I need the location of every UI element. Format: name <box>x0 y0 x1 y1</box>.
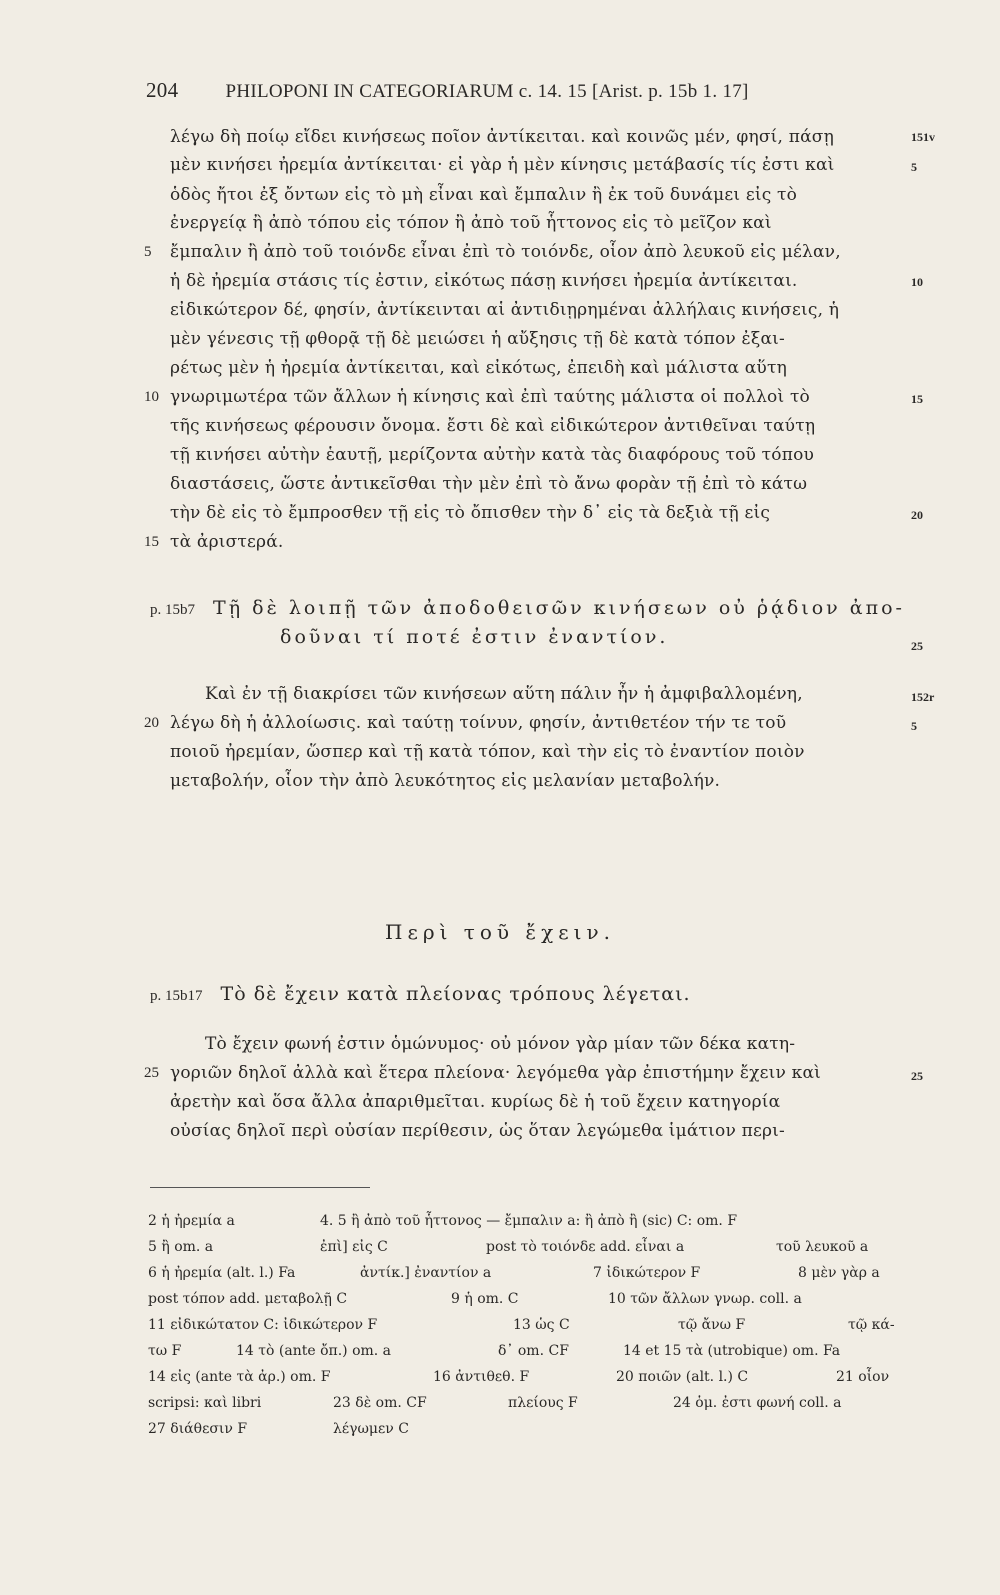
apparatus-entry: τοῦ λευκοῦ a <box>776 1239 869 1255</box>
apparatus-entry: 16 ἀντιθεθ. F <box>433 1369 530 1385</box>
apparatus-row <box>148 1343 908 1367</box>
body-line: τῇ κινήσει αὐτὴν ἑαυτῇ, μερίζοντα αὐτὴν κατὰ τὰς διαφόρους τοῦ τόπου <box>170 445 815 465</box>
apparatus-entry: post τὸ τοιόνδε add. εἶναι a <box>486 1239 685 1255</box>
line-number-right: 5 <box>911 160 917 174</box>
apparatus-entry: 21 οἷον <box>836 1369 890 1385</box>
line-number-left: 5 <box>144 244 152 260</box>
body-line: διαστάσεις, ὥστε ἀντικεῖσθαι τὴν μὲν ἐπὶ τὸ ἄνω φορὰν τῇ ἐπὶ τὸ κάτω <box>170 474 808 494</box>
apparatus-entry: 10 τῶν ἄλλων γνωρ. coll. a <box>608 1291 802 1307</box>
apparatus-row <box>148 1265 908 1289</box>
apparatus-row <box>148 1213 908 1237</box>
body-line: Καὶ ἐν τῇ διακρίσει τῶν κινήσεων αὕτη πάλιν ἦν ἡ ἀμφιβαλλομένη, <box>205 684 803 704</box>
running-title: PHILOPONI IN CATEGORIARUM c. 14. 15 [Arist. p. 15b 1. 17] <box>225 81 749 102</box>
apparatus-entry: 27 διάθεσιν F <box>148 1421 248 1437</box>
lemma-continuation <box>280 626 668 648</box>
line-number-right: 25 <box>911 639 923 653</box>
apparatus-entry: ἀντίκ.] ἐναντίον a <box>360 1265 492 1281</box>
apparatus-entry: πλείους F <box>508 1395 578 1411</box>
line-number-right: 25 <box>911 1069 923 1083</box>
apparatus-entry: 24 ὁμ. ἐστι φωνή coll. a <box>673 1395 842 1411</box>
apparatus-entry: 14 et 15 τὰ (utrobique) om. Fa <box>623 1343 841 1359</box>
body-line: μεταβολήν, οἷον τὴν ἀπὸ λευκότητος εἰς μελανίαν μεταβολήν. <box>170 771 721 791</box>
line-number-left: 25 <box>144 1065 159 1081</box>
apparatus-row <box>148 1369 908 1393</box>
body-line: μὲν γένεσις τῇ φθορᾷ τῇ δὲ μειώσει ἡ αὔξησις τῇ δὲ κατὰ τόπον ἐξαι- <box>170 329 785 349</box>
apparatus-entry: 14 τὸ (ante ὄπ.) om. a <box>236 1343 392 1359</box>
line-number-left: 15 <box>144 534 159 550</box>
apparatus-entry: 4. 5 ἢ ἀπὸ τοῦ ἧττονος — ἔμπαλιν a: ἢ ἀπὸ ἢ (sic) C: om. F <box>320 1213 738 1229</box>
body-line: τὰ ἀριστερά. <box>170 532 284 552</box>
apparatus-entry: τω F <box>148 1343 182 1359</box>
body-line: εἰδικώτερον δέ, φησίν, ἀντίκεινται αἱ ἀντιδιῃρημέναι ἀλλήλαις κινήσεις, ἡ <box>170 300 840 320</box>
lemma-reference: p. 15b7 <box>150 602 195 618</box>
line-number-left: 10 <box>144 389 159 405</box>
line-number-right: 20 <box>911 508 923 522</box>
apparatus-entry: λέγωμεν C <box>333 1421 409 1437</box>
line-number-right: 5 <box>911 719 917 733</box>
lemma-reference: p. 15b17 <box>150 988 203 1004</box>
apparatus-entry: 13 ὡς C <box>513 1317 570 1333</box>
body-line: ἡ δὲ ἠρεμία στάσις τίς ἐστιν, εἰκότως πάσῃ κινήσει ἠρεμία ἀντίκειται. <box>170 271 798 291</box>
body-line: ποιοῦ ἠρεμίαν, ὥσπερ καὶ τῇ κατὰ τόπον, καὶ τὴν εἰς τὸ ἐναντίον ποιὸν <box>170 742 805 762</box>
apparatus-row <box>148 1317 908 1341</box>
apparatus-entry: τῷ ἄνω F <box>678 1317 746 1333</box>
folio-marker: 151v <box>911 130 935 144</box>
section-heading: Περὶ τοῦ ἔχειν. <box>385 920 615 944</box>
apparatus-entry: 20 ποιῶν (alt. l.) C <box>616 1369 749 1385</box>
apparatus-entry: 7 ἰδικώτερον F <box>593 1265 701 1281</box>
running-header <box>146 78 749 103</box>
footnote-rule <box>150 1187 370 1188</box>
body-line: ἔμπαλιν ἢ ἀπὸ τοῦ τοιόνδε εἶναι ἐπὶ τὸ τοιόνδε, οἷον ἀπὸ λευκοῦ εἰς μέλαν, <box>170 242 841 262</box>
body-line: ἐνεργείᾳ ἢ ἀπὸ τόπου εἰς τόπον ἢ ἀπὸ τοῦ ἧττονος εἰς τὸ μεῖζον καὶ <box>170 213 772 233</box>
body-line: ὁδὸς ἤτοι ἐξ ὄντων εἰς τὸ μὴ εἶναι καὶ ἔμπαλιν ἢ ἐκ τοῦ δυνάμει εἰς τὸ <box>170 185 798 205</box>
body-line: μὲν κινήσει ἠρεμία ἀντίκειται· εἰ γὰρ ἡ μὲν κίνησις μετάβασίς τίς ἐστι καὶ <box>170 155 835 175</box>
apparatus-entry: 11 εἰδικώτατον C: ἰδικώτερον F <box>148 1317 378 1333</box>
apparatus-entry: 2 ἡ ἠρεμία a <box>148 1213 235 1229</box>
page-number: 204 <box>146 78 179 102</box>
apparatus-row <box>148 1421 908 1445</box>
body-line: τὴν δὲ εἰς τὸ ἔμπροσθεν τῇ εἰς τὸ ὄπισθεν τὴν δ᾿ εἰς τὰ δεξιὰ τῇ εἰς <box>170 503 771 523</box>
apparatus-row <box>148 1239 908 1263</box>
lemma <box>150 597 905 619</box>
lemma-text: δοῦναι τί ποτέ ἐστιν ἐναντίον. <box>280 626 669 648</box>
apparatus-row <box>148 1291 908 1315</box>
line-number-right: 10 <box>911 275 923 289</box>
apparatus-entry: 5 ἢ om. a <box>148 1239 214 1255</box>
apparatus-entry: post τόπον add. μεταβολῇ C <box>148 1291 348 1307</box>
lemma <box>150 983 691 1005</box>
body-line: λέγω δὴ ἡ ἀλλοίωσις. καὶ ταύτῃ τοίνυν, φησίν, ἀντιθετέον τήν τε τοῦ <box>170 713 787 733</box>
apparatus-entry: ἐπὶ] εἰς C <box>320 1239 388 1255</box>
line-number-right: 15 <box>911 392 923 406</box>
apparatus-row <box>148 1395 908 1419</box>
body-line: λέγω δὴ ποίῳ εἴδει κινήσεως ποῖον ἀντίκειται. καὶ κοινῶς μέν, φησί, πάσῃ <box>170 127 834 147</box>
lemma-text: Τῇ δὲ λοιπῇ τῶν ἀποδοθεισῶν κινήσεων οὐ ῥᾴδιον ἀπο- <box>213 597 905 619</box>
apparatus-entry: 9 ἡ om. C <box>451 1291 519 1307</box>
lemma-text: Τὸ δὲ ἔχειν κατὰ πλείονας τρόπους λέγεται. <box>220 983 691 1005</box>
apparatus-entry: 8 μὲν γὰρ a <box>798 1265 880 1281</box>
body-line: ρέτως μὲν ἡ ἠρεμία ἀντίκειται, καὶ εἰκότως, ἐπειδὴ καὶ μάλιστα αὕτη <box>170 358 787 378</box>
apparatus-entry: 14 εἰς (ante τὰ ἀρ.) om. F <box>148 1369 331 1385</box>
body-line: τῆς κινήσεως φέρουσιν ὄνομα. ἔστι δὲ καὶ εἰδικώτερον ἀντιθεῖναι ταύτῃ <box>170 416 816 436</box>
body-line: οὐσίας δηλοῖ περὶ οὐσίαν περίθεσιν, ὡς ὅταν λεγώμεθα ἱμάτιον περι- <box>170 1121 785 1141</box>
apparatus-entry: δ᾿ om. CF <box>498 1343 569 1359</box>
body-line: γνωριμωτέρα τῶν ἄλλων ἡ κίνησις καὶ ἐπὶ ταύτης μάλιστα οἱ πολλοὶ τὸ <box>170 387 810 407</box>
body-line: γοριῶν δηλοῖ ἀλλὰ καὶ ἕτερα πλείονα· λεγόμεθα γὰρ ἐπιστήμην ἔχειν καὶ <box>170 1063 822 1083</box>
apparatus-entry: 23 δὲ om. CF <box>333 1395 427 1411</box>
apparatus-entry: scripsi: καὶ libri <box>148 1395 262 1411</box>
line-number-left: 20 <box>144 715 159 731</box>
apparatus-entry: τῷ κά- <box>848 1317 895 1333</box>
apparatus-entry: 6 ἡ ἠρεμία (alt. l.) Fa <box>148 1265 296 1281</box>
folio-marker: 152r <box>911 690 935 704</box>
body-line: ἀρετὴν καὶ ὅσα ἄλλα ἀπαριθμεῖται. κυρίως δὲ ἡ τοῦ ἔχειν κατηγορία <box>170 1092 781 1112</box>
body-line: Τὸ ἔχειν φωνή ἐστιν ὁμώνυμος· οὐ μόνον γὰρ μίαν τῶν δέκα κατη- <box>205 1034 796 1054</box>
